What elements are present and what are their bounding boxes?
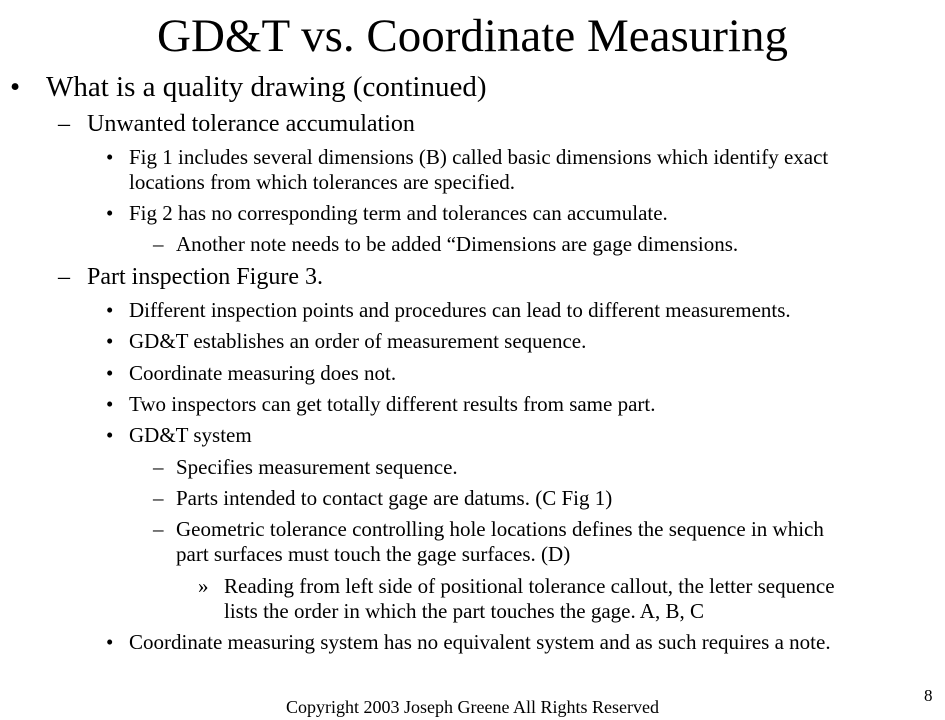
slide-title: GD&T vs. Coordinate Measuring: [157, 10, 788, 62]
subbullet-part-inspection: [58, 263, 323, 292]
bullet-marker: •: [106, 201, 114, 225]
bullet-text: What is a quality drawing (continued): [46, 71, 487, 103]
bullet-fig1-basic-dimensions: [106, 145, 829, 195]
dash-marker: –: [153, 517, 164, 541]
subbullet-text: Unwanted tolerance accumulation: [87, 111, 415, 137]
bullet-marker: •: [106, 329, 114, 353]
subitem-text: Specifies measurement sequence.: [176, 455, 458, 479]
dash-marker: –: [58, 264, 70, 290]
bullet-marker: •: [106, 298, 114, 322]
bullet-text: GD&T establishes an order of measurement sequence.: [129, 329, 587, 353]
subitem-text: Parts intended to contact gage are datums. (C Fig 1): [176, 486, 613, 510]
bullet-text: Fig 2 has no corresponding term and tolerances can accumulate.: [129, 201, 668, 225]
subitem-reading-callout: [198, 574, 835, 624]
copyright-footer: Copyright 2003 Joseph Greene All Rights Reserved: [286, 697, 659, 717]
subbullet-tolerance-accumulation: [58, 110, 415, 139]
dash-marker: –: [153, 486, 164, 510]
bullet-marker: •: [106, 145, 114, 169]
dash-marker: –: [58, 111, 70, 137]
page-number: 8: [924, 686, 933, 705]
subitem-text-line-2: lists the order in which the part touches the gage. A, B, C: [224, 599, 704, 623]
bullet-marker: •: [106, 630, 114, 654]
bullet-text: GD&T system: [129, 423, 252, 447]
bullet-text: Two inspectors can get totally different results from same part.: [129, 392, 656, 416]
subitem-datums: [153, 486, 613, 511]
bullet-text: Coordinate measuring does not.: [129, 361, 397, 385]
bullet-text-line-1: Fig 1 includes several dimensions (B) called basic dimensions which identify exact: [129, 145, 829, 169]
bullet-gdt-order: [106, 329, 587, 354]
bullet-fig2-no-term: [106, 201, 668, 226]
bullet-two-inspectors: [106, 392, 656, 417]
dash-marker: –: [153, 455, 164, 479]
bullet-text: Coordinate measuring system has no equivalent system and as such requires a note.: [129, 630, 831, 654]
bullet-different-inspection-points: [106, 298, 791, 323]
bullet-marker: •: [106, 361, 114, 385]
bullet-text: Different inspection points and procedures can lead to different measurements.: [129, 298, 791, 322]
bullet-gdt-system: [106, 423, 252, 448]
bullet-marker: •: [10, 71, 21, 103]
bullet-marker: •: [106, 423, 114, 447]
bullet-coordinate-requires-note: [106, 630, 831, 655]
subbullet-text: Part inspection Figure 3.: [87, 264, 323, 290]
subitem-text-line-1: Geometric tolerance controlling hole locations defines the sequence in which: [176, 517, 824, 541]
subitem-text: Another note needs to be added “Dimensions are gage dimensions.: [176, 232, 739, 256]
subitem-gage-dimensions-note: [153, 232, 739, 257]
subitem-geometric-tolerance: [153, 517, 824, 567]
chevron-marker: »: [198, 574, 209, 598]
bullet-marker: •: [106, 392, 114, 416]
dash-marker: –: [153, 232, 164, 256]
subitem-text-line-1: Reading from left side of positional tolerance callout, the letter sequence: [224, 574, 835, 598]
bullet-coordinate-does-not: [106, 361, 397, 386]
bullet-quality-drawing: [10, 70, 487, 104]
bullet-text-line-2: locations from which tolerances are specified.: [129, 170, 516, 194]
subitem-text-line-2: part surfaces must touch the gage surfaces. (D): [176, 542, 571, 566]
subitem-measurement-sequence: [153, 455, 458, 480]
